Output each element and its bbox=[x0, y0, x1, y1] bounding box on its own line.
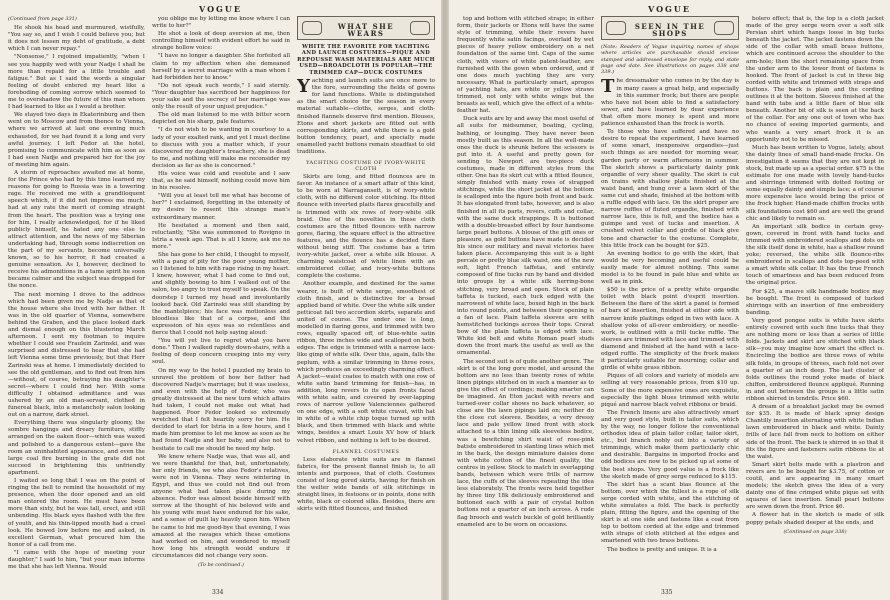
paragraph: A flower hat in the sketch is made of silk poppy petals shaded deeper at the ends, and bbox=[746, 512, 884, 526]
paragraph: $50 is the price of a pretty white organdie toilet with black point d'esprit insertion. Between the flare of the skirt a panel is formed of bars of insertion, finished at either side with narrow knife plaitings edged in two with lace. A shallow yoke of all-over embroidery, or needle-work, is outlined with a frill tucke ruffle. The sleeves are trimmed with lace and trimmed with diamond and finished at the hand with a lace-edged ruffle. The simplicity of the frock makes it particularly suitable for mourning; collar and girdle of white grass ribbon. bbox=[601, 287, 739, 372]
left-column-1 bbox=[8, 16, 145, 576]
left-column-2 bbox=[152, 16, 290, 576]
paragraph: top and bottom with stitched straps; in either form, their jackets or Etons will have the same style of trimming, while their revers have frequently white satin facings, overlaid by wet pieces of heavy yellow embroidery on a net foundation of the same tint. Caps of the same cloth, with visors of white patent-leather, are furnished with the gown when ordered, and if one does much yachting they are very necessary. What is particularly smart, apropos of yachting hats, are white or yellow straws trimmed, not only with white wings but the breasts as well, which give the effect of a white-feather hat. bbox=[457, 16, 594, 115]
paragraph: Skirts are long, and fitted flounces are in favor. An instance of a smart affair of this kind, to be worn at Narragansett, is of ivory-white cloth, with no different color stitching. Its fitted flounce with inverted plaits flares gracefully and is trimmed with six rows of ivory-white silk braid. One of the novelties in these cloth costumes are the fitted flounces with narrow gores, flaring, the square effect is the attractive features, and the flounce has a decided flare without being stiff. The costume has a trim ivory-white jacket, over a white silk blouse. A charming waistcoat of white linen with an embroidered collar, and ivory-white buttons complete the costume. bbox=[297, 174, 435, 280]
paragraph: "I have no longer a daughter. She forfeited all claim to my affection when she demeaned herself by a secret marriage with a man whom I had forbidden her to know." bbox=[152, 53, 290, 81]
paragraph: Everything there was singularly gloomy, the sombre hangings and dreary furniture, stiffly arranged on the oaken floor—which was waxed and polished to a dangerous extent—gave the room an uninhabited appearance, and even the large coal fire burning in the grate did not succeed in brightening this unfriendly apartment. bbox=[8, 420, 145, 476]
paragraph: "Will you at least tell me what has become of her?" I exclaimed, forgetting in the intensity of my desire to resent this strange man's extraordinary manner. bbox=[152, 193, 290, 221]
paragraph: "You will yet live to regret what you have done." Then I walked rapidly down-stairs, with a feeling of deep concern creeping into my very soul. bbox=[152, 338, 290, 366]
paragraph: He shook his head and murmured, wistfully, "You say so, and I wish I could believe you; but it does not lessen my debt of gratitude, a debt which I can never repay." bbox=[8, 25, 145, 53]
paragraph: Duck suits are by and away the most useful of all suits for midsummer, boating, cycling, bathing, or lounging. They have never been mostly built as this season. In all the well-made ones the duck is shrunk before the scissors is put into it. A useful and pretty gown for sending to Newport are two-piece duck costumes, made in different styles from the other. One has its skirt cut with a fitted flounce, simply finished with many rows of strapped stitchings, while the short jacket at the bottom is scalloped into the figure both front and back. It has elongated front tabs, however, and is also finished in all its parts, revers, cuffs and collar, with the same duck strappings. It is buttoned with a double-breasted effect by four handsome large pearl buttons. A blouse of the gift ones or pleasure, as gold buttons have made is decided his since our military and naval victories have taken place. Accompanying this suit is a light percale or pretty blue silk waist, one of the new soft, light French taffetas, and entirely composed of fine tucks run by hand and divided into groups by a white silk herring-bone stitching, very broad and open. Stock of plain taffeta is tucked, each tuck edged with the narrowest of white lace, boxed high in the back into round points, and between their opening is a fan of lace. Plain taffeta sleeves are with hemstitched tuckings across their tops. Cravat bow of the plain taffeta is edged with lace. White kid belt and white Roman pearl studs down the front mark the useful as well as the ornamental. bbox=[457, 116, 594, 357]
paragraph: We stayed two days in Ekaterinburg and then went on to Moscow and from thence to Vienna, where we arrived at last one evening much exhausted, for we had found it a long and very awful journey. I left Fedor at the hotel, promising to communicate with him as soon as I had seen Nadje and prepared her for the joy of meeting him again. bbox=[8, 112, 145, 168]
subhead-yachting-costume: YACHTING COSTUME OF IVORY-WHITE CLOTH bbox=[306, 160, 426, 173]
article-text-continued bbox=[457, 16, 594, 529]
section-banner-what-she-wears bbox=[297, 16, 435, 40]
continued-from-note: (Continued from page 331) bbox=[8, 16, 77, 22]
story-text-continued bbox=[152, 16, 290, 560]
subhead-flannel-costumes: FLANNEL COSTUMES bbox=[332, 448, 400, 455]
paragraph: Smart skirt belts made with a plastron and revers are to be bought for $3.75, of cotton or coutil, and are appearing in many smart models; the sketch gives the idea of a very dainty one of fine crimped white pique set with squares of lace insertion. Small pearl buttons are sewn down the front. Price $6. bbox=[746, 461, 884, 511]
paragraph: bolero effect; that is, the top is a cloth jacket made of the grey serge worn over a soft silk Persian shirt which hangs loose in big tucks beneath the jacket. The jacket fastens down the side of the collar with small brass buttons, which are continued across the shoulder to the arm-hole; then the short remaining space from the under arm to the lower front of fastens is hooked. The front of jacket is cut in three big corded with white and trimmed with straps and buttons. The back is plain and the cording outlines it at the bottom. Sleeves finished at the hand with tabs and a little flare of blue silk beneath. Another bit of silk is seen at the back of the collar. For any one out of town who has no chance of seeing imported garments, and who wants a very smart frock it is an opportunity not to be missed. bbox=[746, 16, 884, 143]
story-text bbox=[8, 25, 145, 571]
right-page bbox=[449, 0, 890, 600]
right-column-3 bbox=[746, 16, 884, 576]
paragraph: Much has been written to Vogue, lately, about the dainty lines of small hand-made frocks. On investigation it seems that they are not kept in stock, but made up as a special order. $75 is the estimate for one made with lovely hand-tucks and shirrings trimmed with dotted footing or some equally dainty and simple lace; a of course more expensive lace would bring the price of the frock higher. Hand-made chiffon frocks with silk foundations cost $60 and are well the grand chic and likely to remain so. bbox=[746, 144, 884, 222]
lead-paragraph bbox=[297, 78, 435, 156]
paragraph: An evening bodice to go with the skirt, that would be very becoming and useful could be easily made for almost nothing. This same model is to be found in pale blue and white as well as in pink. bbox=[601, 250, 739, 286]
paragraph: Very good pongee suits is white have skirts entirely covered with such fine tucks that they are nothing more or less than a series of little folds. Jackets and skirt are stitched with black silk—you may imagine how smart the effect is. Encircling the bodice are three rows of white silk folds, in groups of threes, each fold not over a quarter of an inch deep. The last cluster of folds outlines the round yoke made of black chiffon, embroidered flounce appliqué. Running in and out between the groups is a little satin ribbon shirred in tendrils. Price $60. bbox=[746, 317, 884, 402]
spine-gutter bbox=[441, 0, 449, 600]
paragraph-text: he dressmaker who comes in by the day is in many cases a great help, and especially in this summer frock; but there are people who have not been able to find a satisfactory sewer, and have learned by dear experience that often more money is spent and more patience exhausted than the frock is worth. bbox=[601, 78, 739, 128]
paragraph: He shot a look of deep aversion at me, then controlling himself with evident effort he said in strange hollow voice: bbox=[152, 31, 290, 52]
left-page bbox=[0, 0, 441, 600]
shops-text-continued bbox=[746, 16, 884, 527]
drop-cap: T bbox=[601, 76, 615, 98]
ornament-icon bbox=[410, 21, 430, 35]
paragraph: The next morning I drove to the address which had been given me by Nadje as that of the house where she lived with her father. It was in the old quarter of Vienna, somewhere behind the Graben, and the place looked dark and dismal enough on this blustering March afternoon. I sent my footman to inquire whether I could see Fraulein Zarinski, and was surprised and distressed to hear that she had left Vienna some time previously, but that Herr Zarinski was at home. I immediately decided to see the old gentleman, and to find out from him—without, of course, betraying his daughter's secret—where I could find her. With some difficulty I obtained admittance and was ushered by an old man-servant, clothed in funereal black, into a melancholy salon looking out on a narrow, dark street. bbox=[8, 291, 145, 419]
paragraph: The old man listened to me with bitter scorn depicted on his sharp, pale features. bbox=[152, 112, 290, 126]
paragraph: He hesitated a moment and then said, reluctantly, "She was summoned to Rovigno in Istria a week ago. That is all I know, ask me no more." bbox=[152, 222, 290, 250]
paragraph: We knew where Nadje was, that was all, and we were thankful for that, but, unfortunately, her only friends, we who also Fedor's relatives, were not in Vienna. They were wintering in Egypt, and thus we could not find out from anyone what had taken place during my absence. Fedor was almost beside himself with sorrow at the thought of his beloved wife and his young wife must have endured for his sake, and a sense of guilt lay heavily upon him. When he came to bid me good-bye that evening, I was amazed at the ravages which these emotions had worked on him, and wondered to myself how long his strength would endure if circumstances did not change very soon. bbox=[152, 453, 290, 559]
paragraph: On my way to the hotel I puzzled my brain to unravel the problem of how her father had discovered Nadje's marriage; but it was useless, and even with the help of Fedor, who was greatly distressed at the new turn which affairs had taken, I could not make out what had happened. Poor Fedor looked so extremely wretched that I felt heartily sorry for him. He decided to start for Istria in a few hours, and I made him promise to let me know as soon as he had found Nadje and her baby, and also not to hesitate to call me should he need my help. bbox=[152, 367, 290, 452]
flannel-paragraph: Less elaborate white suits are in flannel fabrics, for the present flannel finish is, to all intents and purposes, that of cloth. Costumes consist of long gored skirts, having for finish on the welter wide bands of silk stitchings in straight lines, in festoons or in points, done with white, black or colored silks. Besides, there are skirts with fitted flounces, and finished bbox=[297, 456, 435, 513]
paragraph: Piques of all colors and variety of models are selling at very reasonable prices, from $10 up. Some of the more expensive ones are exquisite, especially the light blues trimmed with white piqué and narrow black velvet ribbons or braid. bbox=[601, 373, 739, 408]
article-text bbox=[297, 174, 435, 445]
paragraph: His voice was cold and resolute and I saw that, as he said himself, nothing could move him in his resolve. bbox=[152, 170, 290, 192]
lead-text: achting and launch suits are once more to the fore, surrounding the fields of gowns for land functions. White is distinguished as the smart choice for the season in every material suitable—cloths, serges, and cloth-finished flannels deserve first mention. Blouses, Etons and short jackets are fitted out with corresponding skirts, and while there is a gold button tendency, pearl, and specially made enamelled yacht buttons remain steadfast to old traditions. bbox=[297, 78, 435, 155]
paragraph: I waited so long that I was on the point of ringing the bell to remind the household of my presence, when the door opened and an old man entered the room. He must have been more than sixty, but he was tall, erect, and still unbending. His black eyes flashed with the fire of youth, and his thin-lipped mouth had a cruel look. He bowed low before me and asked, in excellent German, what procured him the honor of a call from me. bbox=[8, 478, 145, 548]
paragraph: An important silk bodice in certain grey-gown, covered in front with hand tucks and trimmed with embroidered scallops and dots on the silk itself done in white, has a shallow round yoke; reversed, the white silk flounce-ribs embroidered in scallops and dots top-peed with a smart white silk collar. It has the true French touch of smartness and has been reduced from the original price. bbox=[746, 223, 884, 287]
left-column-3 bbox=[297, 16, 435, 576]
continued-on-note: (Continued on page 338) bbox=[783, 528, 847, 535]
paragraph: "Do not speak such words," I said sternly. "Your daughter has sacrificed her happiness for your sake and the secrecy of her marriage was only the result of your unjust prejudice." bbox=[152, 82, 290, 111]
running-head-left: VOGUE bbox=[199, 4, 242, 14]
section-title: WHAT SHE WEARS bbox=[337, 22, 395, 39]
paragraph: A dream of a breakfast jacket may be owned for $35. It is made of black spray design Chantilly insertion alternating with white Indian lawn embroidered in black and white. Dainty frills of lace fall from neck to bottom on either side of the front. The back is shirred in so that it fits the figure and fasteners satin ribbons tie at the waist. bbox=[746, 404, 884, 460]
paragraph: The bodice is pretty and unique. It is a bbox=[607, 546, 717, 553]
section-banner-seen-in-the-shops bbox=[601, 16, 739, 40]
paragraph: A storm of reproaches awaited me at home, for the Prince who had by this time learned my reasons for going to Russia was in a towering rage. He received me with a grandiloquent speech which, if it did not impress me much, had at any rate the merit of coming straight from the heart. The position was a trying one for him, I really acknowledged, for if he liked publicly himself, he hated any one else to attract attention, and the news of my Siberian undertaking had, through some indiscretion on the part of my servants, become universally known, so to his horror, it had created a genuine sensation. As I, however, declined to receive his admonitions in a tame spirit he soon became calmer and the subject was dropped for the nonce. bbox=[8, 169, 145, 290]
shops-text bbox=[601, 78, 739, 553]
section-subhead: WHITE THE FAVORITE FOR YACHTING AND LAUNCH COSTUMES—PIQUE AND REPOUSSE WASH MATERIALS ARE MUCH USED—BROADCLOTH IS POPULAR—THE TRIMMED CAP—DUCK COSTUMES bbox=[297, 44, 435, 76]
ornament-icon bbox=[606, 21, 626, 35]
section-title: SEEN IN THE SHOPS bbox=[634, 22, 706, 39]
right-column-2 bbox=[601, 16, 739, 576]
running-head-right: VOGUE bbox=[648, 4, 691, 14]
paragraph: "I came with the hope of meeting your daughter," I said to him, "but your man informs me that she has left Vienna. Would bbox=[8, 549, 145, 571]
paragraph: The French linens are also attractively smart and very good style, built in tailor suits, which by the way, no longer follow the conventional orthodox idea of plain tailor collar, tailor skirt, etc., but branch nobly out into a variety of trimmings, which make them particularly chic and desirable. Bargains in imported frocks and odd bodices are now to be picked up at some of the best shops. Very good value is a frock like the sketch made of grey serge reduced to $115. bbox=[601, 409, 739, 480]
paragraph: "Nonsense," I rejoined impatiently, "when I see you happily wed with your Nadje I shall be more than repaid for a little trouble and fatigue." But as I said the words a singular feeling of doubt entered my heart like a foreboding of coming sorrow which seemed to me to overshadow the future of this man whom I had learned to like as I would a brother. bbox=[8, 54, 145, 111]
drop-cap: Y bbox=[297, 76, 310, 98]
right-column-1 bbox=[457, 16, 594, 576]
paragraph: The second suit is of quite another genre. The skirt is of the long gore model, and around the bottom are no less than twenty rows of white linen pipings stitched on in such a manner as to give the effect of cordings; making smarter can be imagined. An Eton jacket with revers and turned-over collar shows no back whatever, so close are the lawn pipings laid on; neither do the close cut sleeves. Besides, a very dressy lace and pale yellow lined front with stock attached to a thin lining silk sleeveless bodice, was a bewitching shirt waist of rose-pink batiste embroidered in slanting lines which met in the back, the design miniature daisies done with white cotton of the finest quality, the centres in yellow. Stock to match in overlapping bands, between which were frills of narrow lace, the cuffs of the sleeves repeating the idea less elaborately. The fronts were held together by three tiny 18k deliciously embroidered and buttoned each with a pair of crystal button buttons not a quarter of an inch across. A rude flag brooch and watch buckle of gold brilliantly enameled are to be worn on occasions. bbox=[457, 358, 594, 528]
paragraph: For $25, a mauve silk handmade bodice may be bought. The front is composed of tucked shirrings with an insertion of fine embroidery banding. bbox=[746, 288, 884, 316]
paragraph: The skirt has a scant bias flounce at the bottom, over which the fullest is a rope of silk serge corded with white, and the stitching of white simulates a fold. The back is perfectly plain, fitting the figure, and the opening of the skirt is at one side and fastens like a coat from top to bottom corded at the edge and trimmed with straps of cloth stitched at the edges and smartened with two brass buttons. bbox=[601, 481, 739, 545]
paragraph: Another example, and destined for the same wearer, is built of white serge, smoothest of cloth finish, and is distinctive for a broad applied band of white. Over the white silk under petticoat fall two accordion skirts, separate and united of course. The under one is long, modelled in flaring gores, and trimmed with two rows, equally spaced off, of blue-white satin ribbon, three inches wide and scalloped on both edges. The edge is trimmed with a narrow lace-like gimp of white silk. Over this, again, falls the peplum, with a similar trimming in three rows, which produces an exceedingly charming effect. A jacket—waist coatee to match with one row of white satin band trimming for finish—has, in addition, long revers to its open fronts faced with white satin, and covered by over-lapping rows of narrow yellow Valenciennes gathered on one edge, with a soft white cravat, with hat in white of a white chip toque turned up with black, and then trimmed with black and white wings, besides a smart Louis XV bow of black velvet ribbon, and nothing is left to be desired. bbox=[297, 281, 435, 444]
paragraph: "I do not wish to be wanting in courtesy to a lady of your exalted rank, and yet I must decline to discuss with you a matter which, if your discovered my daughter's treachery, she is dead to me, and nothing will make me reconsider my decision as far as she is concerned." bbox=[152, 127, 290, 169]
ornament-icon bbox=[302, 21, 322, 35]
to-be-continued-note: (To be continued.) bbox=[197, 562, 245, 569]
page-number-left: 334 bbox=[212, 589, 224, 596]
paragraph: you oblige me by letting me know where I can write to her?" bbox=[152, 16, 290, 30]
paragraph: She has gone to her child, I thought to myself, with a pang of pity for the poor young mother, so I listened to him with rage rising in my heart. I knew, however, what I had come to find out, and slightly bowing to him I walked out of the salon, too angry to trust myself to speak. On the doorstep I turned my head and involuntarily looked back. Old Zarinski was still standing by the mantelpiece; his face was motionless and bloodless like that of a corpse, and the expression of his eyes was so relentless and fierce that I could not help saying aloud: bbox=[152, 252, 290, 337]
page-number-right: 335 bbox=[661, 589, 673, 596]
ornament-icon bbox=[714, 21, 734, 35]
paragraph bbox=[601, 78, 739, 128]
reader-note: (Note: Readers of Vogue inquiring names of shops where articles are purchasable should enclose stamped and addressed envelope for reply, and state page and date. See illustrations on pages 338 and 339.) bbox=[601, 44, 739, 76]
paragraph: To those who have suffered and have no desire to repeat the experiment, I have learned of some smart, inexpensive organdies—just such things as are needed for morning wear, garden party or warm afternoons in summer. The sketch shows a particularly dainty pink organdie of very sheer quality. The skirt is cut on trains with shallow plaits finished at the waist band, and hung over a lawn skirt of the same cut and shade, finished at the bottom with a ruffle edged with lace. On the skirt proper are narrow ruffles of fluted organdie, finished with narrow lace, this is full, and the bodice has a guimpe and vest of tucks and insertion. A crushed velvet collar and girdle of black give tone and character to the costume. Complete, this little frock can be bought for $25. bbox=[601, 129, 739, 249]
